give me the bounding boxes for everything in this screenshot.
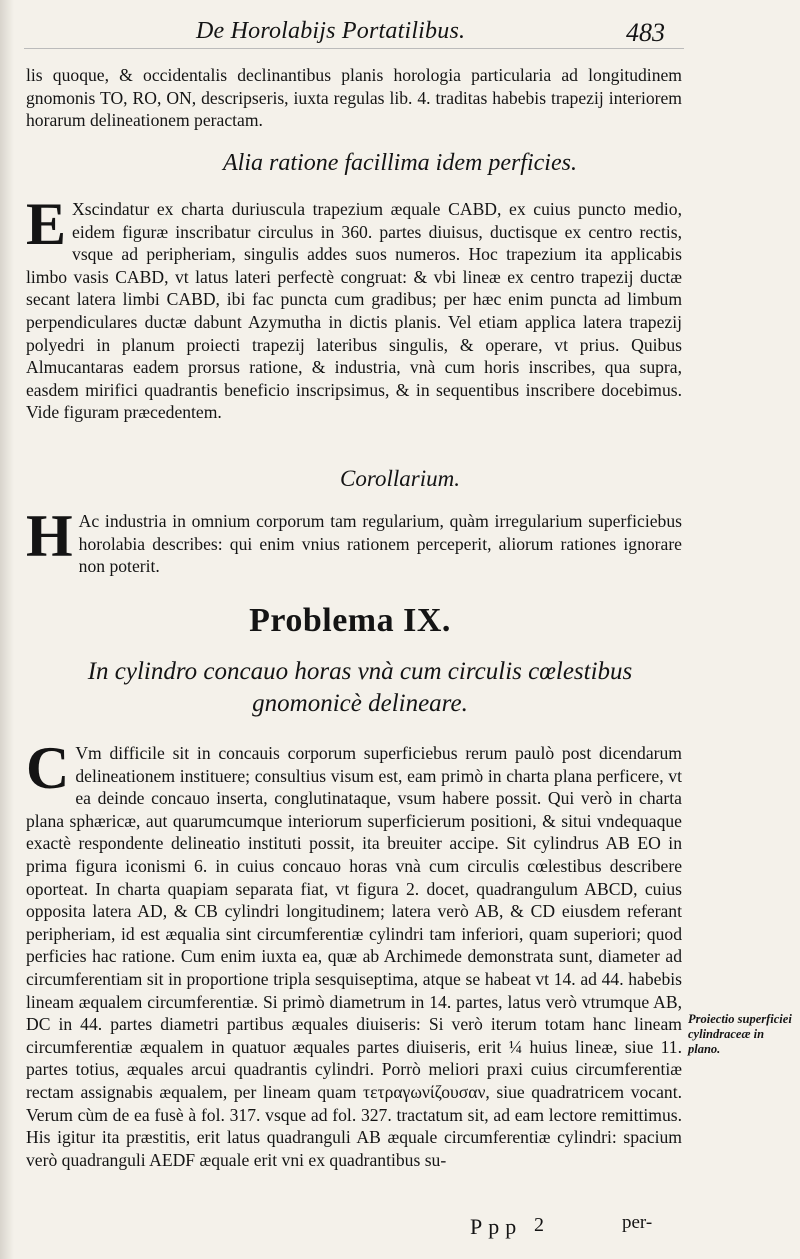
catchword: per- [622, 1212, 653, 1233]
paragraph-text: Ac industria in omnium corporum tam regularium, quàm irregularium superficiebus horolabia describes: qui enim vnius rationem perceperit, aliorum rationes ignorare non poterit. [78, 511, 682, 577]
paragraph-text: Xscindatur ex charta duriuscula trapezium æquale CABD, ex cuius puncto medio, eidem figuræ inscribatur circulus in 360. partes diuisus, ductisque ex centro rectis, vsque ad peripheriam, singulis addes suos numeros. Hoc trapezium ita applicabis limbo vasis CABD, vt latus lateri perfectè congruat: & vbi lineæ ex centro trapezij ductæ secant latera limbi CABD, ibi fac puncta cum gradibus; per hæc enim puncta ad limbum perpendiculares ductæ dabunt Azymutha in dictis planis. Vel etiam applica latera trapezij polyedri in planum proiecti trapezij lateribus singulis, & operare, vt prius. Quibus Almucantaras eadem prorsus ratione, & industria, vnà cum horis inscribes, qua supra, easdem mirifici quadrantis beneficio inscripsimus, & in sequentibus inscribere docebimus. Vide figuram præcedentem. [26, 199, 682, 423]
drop-cap: E [26, 191, 67, 257]
problem-title: Problema IX. [249, 602, 451, 639]
section-heading: Alia ratione facillima idem perficies. [223, 150, 577, 176]
problem-subtitle: In cylindro concauo horas vnà cum circulis cœlestibus gnomonicè delineare. [87, 658, 633, 717]
drop-cap: H [26, 503, 73, 569]
paragraph-body [26, 735, 682, 1171]
running-title: De Horolabijs Portatilibus. [196, 18, 466, 44]
paragraph-corollary [26, 503, 682, 578]
paragraph-problem [26, 735, 682, 1171]
page-number: 483 [626, 18, 665, 47]
paragraph-continuation [26, 64, 682, 132]
paragraph-body [26, 191, 682, 424]
signature-number: 2 [534, 1214, 544, 1236]
margin-note: Proiectio superficiei cylindraceæ in plano. [688, 1012, 792, 1056]
paragraph-text: Vm difficile sit in concauis corporum superficiebus rerum paulò post dicendarum delineationem instituere; consultius visum est, eam primò in charta plana perficere, vt ea deinde concauo inserta, conglutinataque, vsum habere possit. Qui verò in charta plana sphæricæ, aut quarumcumque interiorum superficierum positioni, & situi vndequaque exactè respondente delineatio instituti possit, ita breuiter accipe. Sit cylindrus AB EO in prima figura iconismi 6. in cuius concauo horas vnà cum circulis cœlestibus describere oporteat. In charta quapiam separata fiat, vt figura 2. docet, quadrangulum ABCD, cuius opposita latera AD, & CB cylindri longitudinem; latera verò AB, & CD eiusdem referant peripheriam, id est æqualia sint circumferentiæ cylindri tam inferiori, quam superiori; quod perficies hac ratione. Cum enim iuxta ea, quæ ab Archimede demonstrata sunt, diameter ad circumferentiam sit in proportione tripla sesquiseptima, atque se habeat vt 14. ad 44. habebis lineam æqualem circumferentiæ. Si primò diametrum in 14. partes, latus verò vtrumque AB, DC in 44. partes diametri partibus æquales diuiseris: Si verò iterum totam hanc lineam circumferentiæ æqualem in quatuor æquales partes diuiseris, erit ¼ huius lineæ, siue 11. partes totius, æquales arcui quadrantis cylindri. Porrò meliori praxi cuius circumferentiæ rectam assignabis æqualem, per lineam quam τετραγωνίζουσαν, siue quadratricem vocant. Verum cùm de ea fusè à fol. 317. vsque ad fol. 327. tractatum sit, ad eam lectore remittimus. His igitur ita præstitis, erit latus quadranguli AB æquale circumferentiæ cylindri: spacium verò quadranguli AEDF æquale erit vni ex quadrantibus su- [26, 743, 682, 1170]
header-rule [24, 48, 684, 49]
corollary-heading: Corollarium. [340, 466, 460, 491]
drop-cap: C [26, 735, 70, 801]
paragraph-body [26, 503, 682, 578]
paragraph-alia-ratione [26, 191, 682, 424]
paragraph-text: lis quoque, & occidentalis declinantibus planis horologia particularia ad longitudinem gnomonis TO, RO, ON, descripseris, iuxta regulas lib. 4. traditas habebis trapezij interiorem horarum delineationem peractam. [26, 65, 682, 131]
signature-mark: Ppp [470, 1214, 523, 1239]
